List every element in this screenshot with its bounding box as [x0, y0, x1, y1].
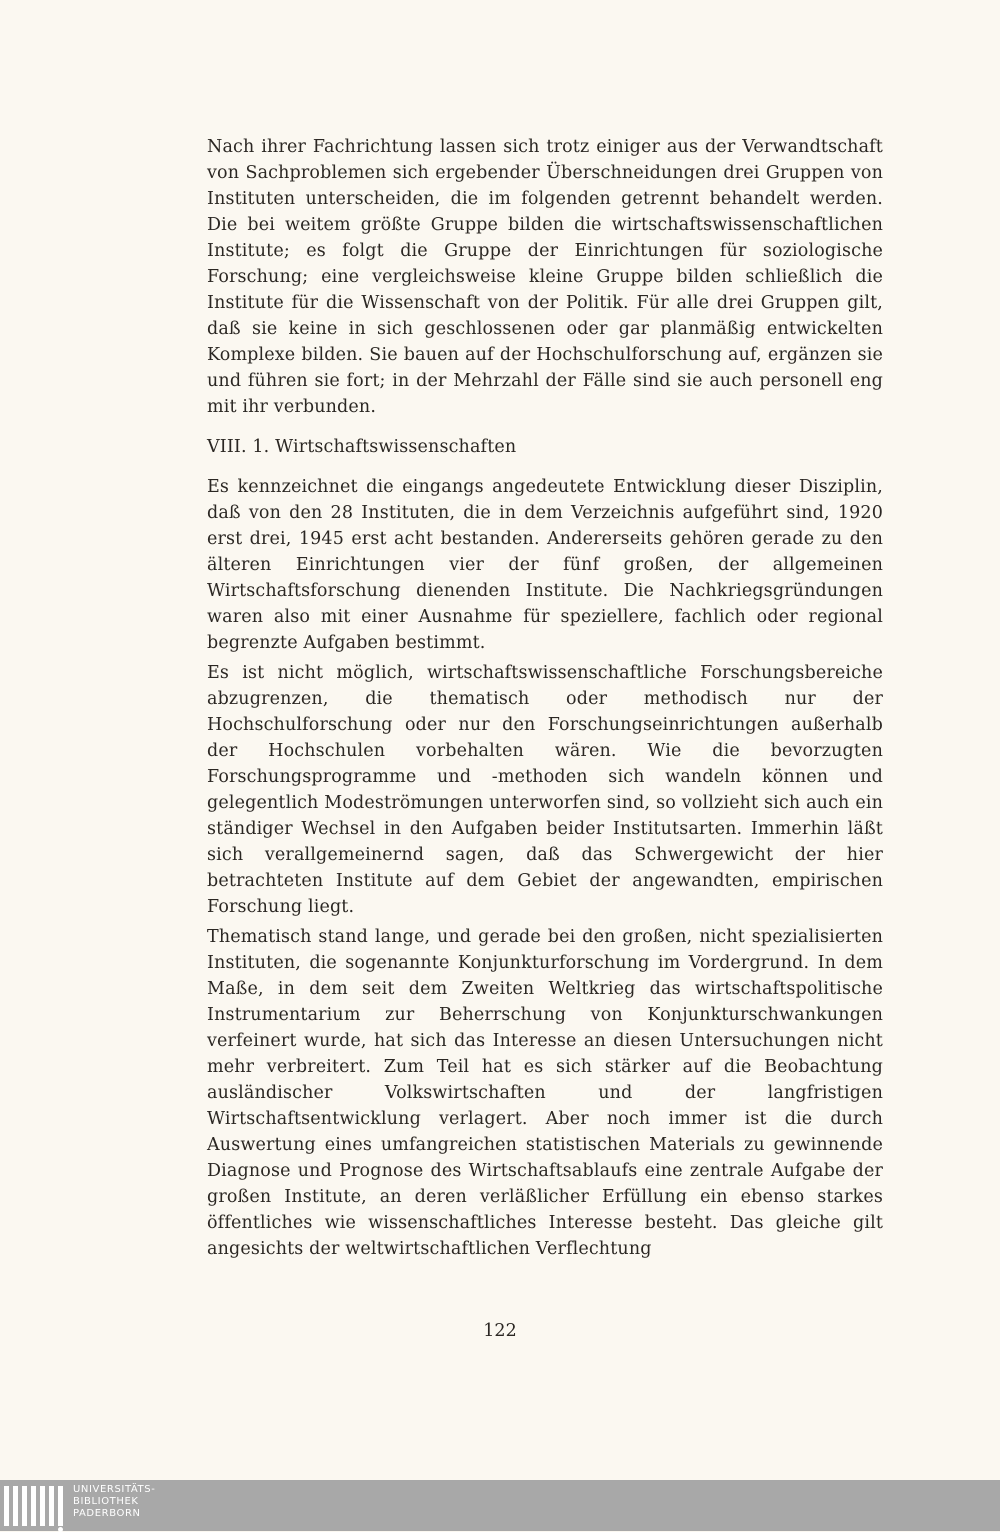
library-logo-text [73, 1484, 155, 1520]
logo-text-line-3: PADERBORN [73, 1508, 141, 1519]
page-body-text [207, 134, 883, 1262]
paragraph-business-cycle: Thematisch stand lange, und gerade bei den großen, nicht spezialisierten Instituten, die sogenannte Konjunkturforschung im Vordergrund. In dem Maße, in dem seit dem Zweiten Weltkrieg das wirtschaftspolitische Instrumentarium zur Beherrschung von Konjunkturschwankungen verfeinert wurde, hat sich das Interesse an diesen Untersuchungen nicht mehr verbreitert. Zum Teil hat es sich stärker auf die Beobachtung ausländischer Volkswirtschaften und der langfristigen Wirtschaftsentwicklung verlagert. Aber noch immer ist die durch Auswertung eines umfangreichen statistischen Materials zu gewinnende Diagnose und Prognose des Wirtschaftsablaufs eine zentrale Aufgabe der großen Institute, an deren verläßlicher Erfüllung ein ebenso starkes öffentliches wie wissenschaftliches Interesse besteht. Das gleiche gilt angesichts der weltwirtschaftlichen Verflechtung [207, 927, 883, 1259]
paragraph-intro: Nach ihrer Fachrichtung lassen sich trotz einiger aus der Verwandtschaft von Sachproblemen sich ergebender Überschneidungen drei Gruppen von Instituten unterscheiden, die im folgenden getrennt behandelt werden. Die bei weitem größte Gruppe bilden die wirtschaftswissenschaftlichen Institute; es folgt die Gruppe der Einrichtungen für soziologische Forschung; eine vergleichsweise kleine Gruppe bilden schließlich die Institute für die Wissenschaft von der Politik. Für alle drei Gruppen gilt, daß sie keine in sich geschlossenen oder gar planmäßig entwickelten Komplexe bilden. Sie bauen auf der Hochschulforschung auf, ergänzen sie und führen sie fort; in der Mehrzahl der Fälle sind sie auch personell eng mit ihr verbunden. [207, 137, 883, 417]
paragraph-research-areas: Es ist nicht möglich, wirtschaftswissenschaftliche Forschungsbereiche abzugrenzen, die thematisch oder methodisch nur der Hochschulforschung oder nur den Forschungseinrichtungen außerhalb der Hochschulen vorbehalten wären. Wie die bevorzugten Forschungsprogramme und -methoden sich wandeln können und gelegentlich Modeströmungen unterworfen sind, so vollzieht sich auch ein ständiger Wechsel in den Aufgaben beider Institutsarten. Immerhin läßt sich verallgemeinernd sagen, daß das Schwergewicht der hier betrachteten Institute auf dem Gebiet der angewandten, empirischen Forschung liegt. [207, 663, 883, 917]
logo-bars-icon [4, 1486, 63, 1526]
logo-text-line-2: BIBLIOTHEK [73, 1496, 139, 1507]
logo-text-line-1: UNIVERSITÄTS- [73, 1484, 156, 1495]
page-number: 122 [483, 1321, 517, 1341]
paragraph-development: Es kennzeichnet die eingangs angedeutete Entwicklung dieser Disziplin, daß von den 28 Instituten, die in dem Verzeichnis aufgeführt sind, 1920 erst drei, 1945 erst acht bestanden. Andererseits gehören gerade zu den älteren Einrichtungen vier der fünf großen, der allgemeinen Wirtschaftsforschung dienenden Institute. Die Nachkriegsgründungen waren also mit einer Ausnahme für speziellere, fachlich oder regional begrenzte Aufgaben bestimmt. [207, 477, 883, 653]
library-logo [4, 1484, 155, 1528]
library-footer-bar [0, 1480, 1000, 1531]
section-heading: VIII. 1. Wirtschaftswissenschaften [207, 437, 517, 457]
